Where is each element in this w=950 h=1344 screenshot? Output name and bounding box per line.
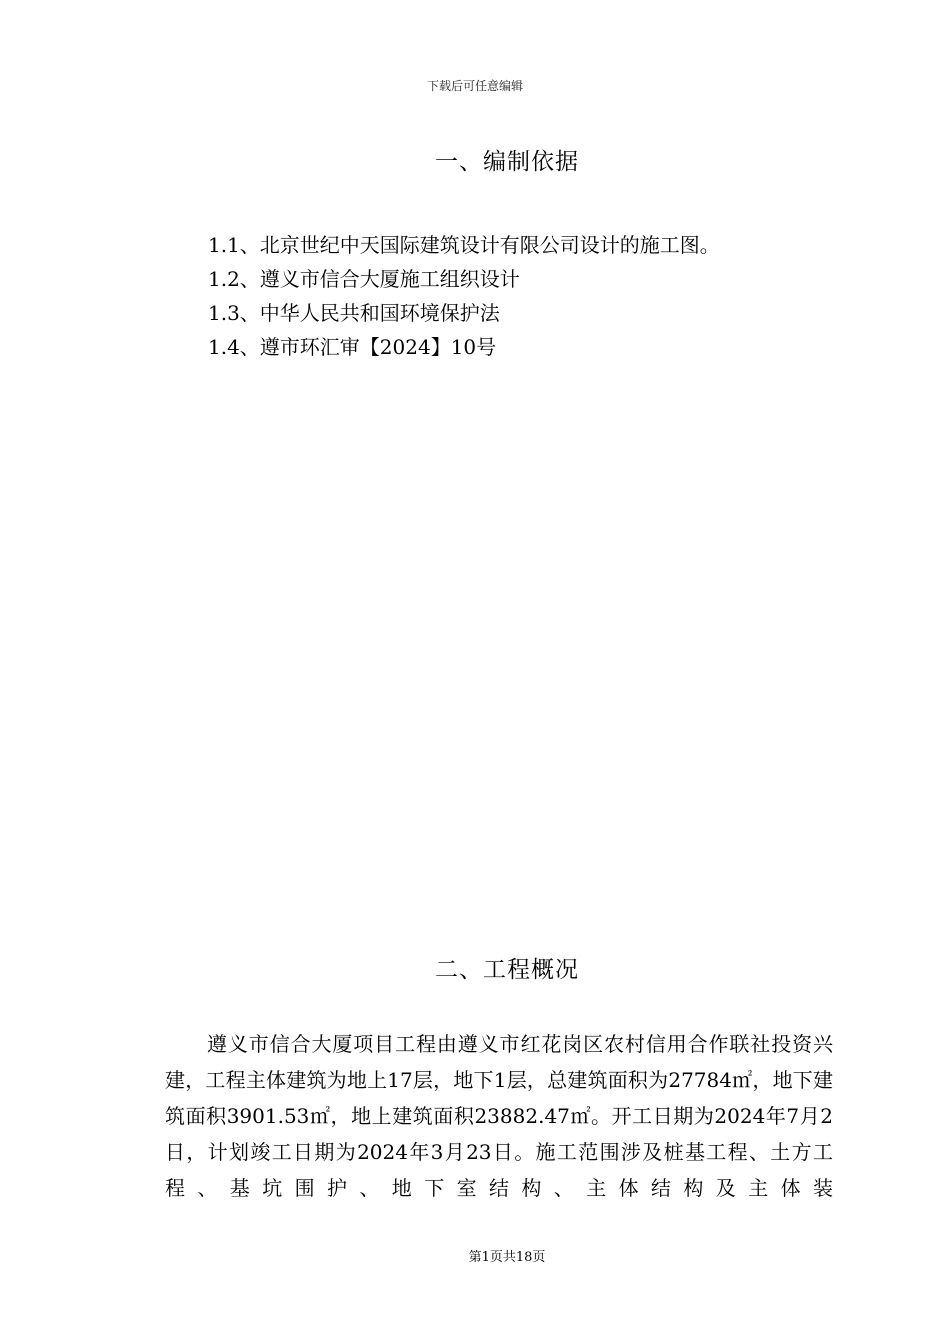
- basis-item: 1.2、遵义市信合大厦施工组织设计: [208, 267, 520, 291]
- page-header-note: 下载后可任意编辑: [426, 79, 523, 93]
- basis-item: 1.1、北京世纪中天国际建筑设计有限公司设计的施工图。: [208, 233, 720, 257]
- overview-paragraph: 遵义市信合大厦项目工程由遵义市红花岗区农村信用合作联社投资兴建，工程主体建筑为地上17层，地下1层，总建筑面积为27784㎡，地下建筑面积3901.53㎡，地上建筑面积23882.47㎡。开工日期为2024年7月2日，计划竣工日期为2024年3月23日。施工范围涉及桩基工程、土方工程、基坑围护、地下室结构、主体结构及主体装: [165, 1032, 833, 1200]
- basis-item: 1.4、遵市环汇审【2024】10号: [208, 335, 497, 359]
- basis-item: 1.3、中华人民共和国环境保护法: [208, 301, 500, 325]
- page-footer: 第1页共18页: [468, 1250, 546, 1265]
- basis-list: [208, 228, 720, 364]
- section-title-overview: 二、工程概况: [435, 957, 579, 983]
- section-title-basis: 一、编制依据: [435, 149, 579, 175]
